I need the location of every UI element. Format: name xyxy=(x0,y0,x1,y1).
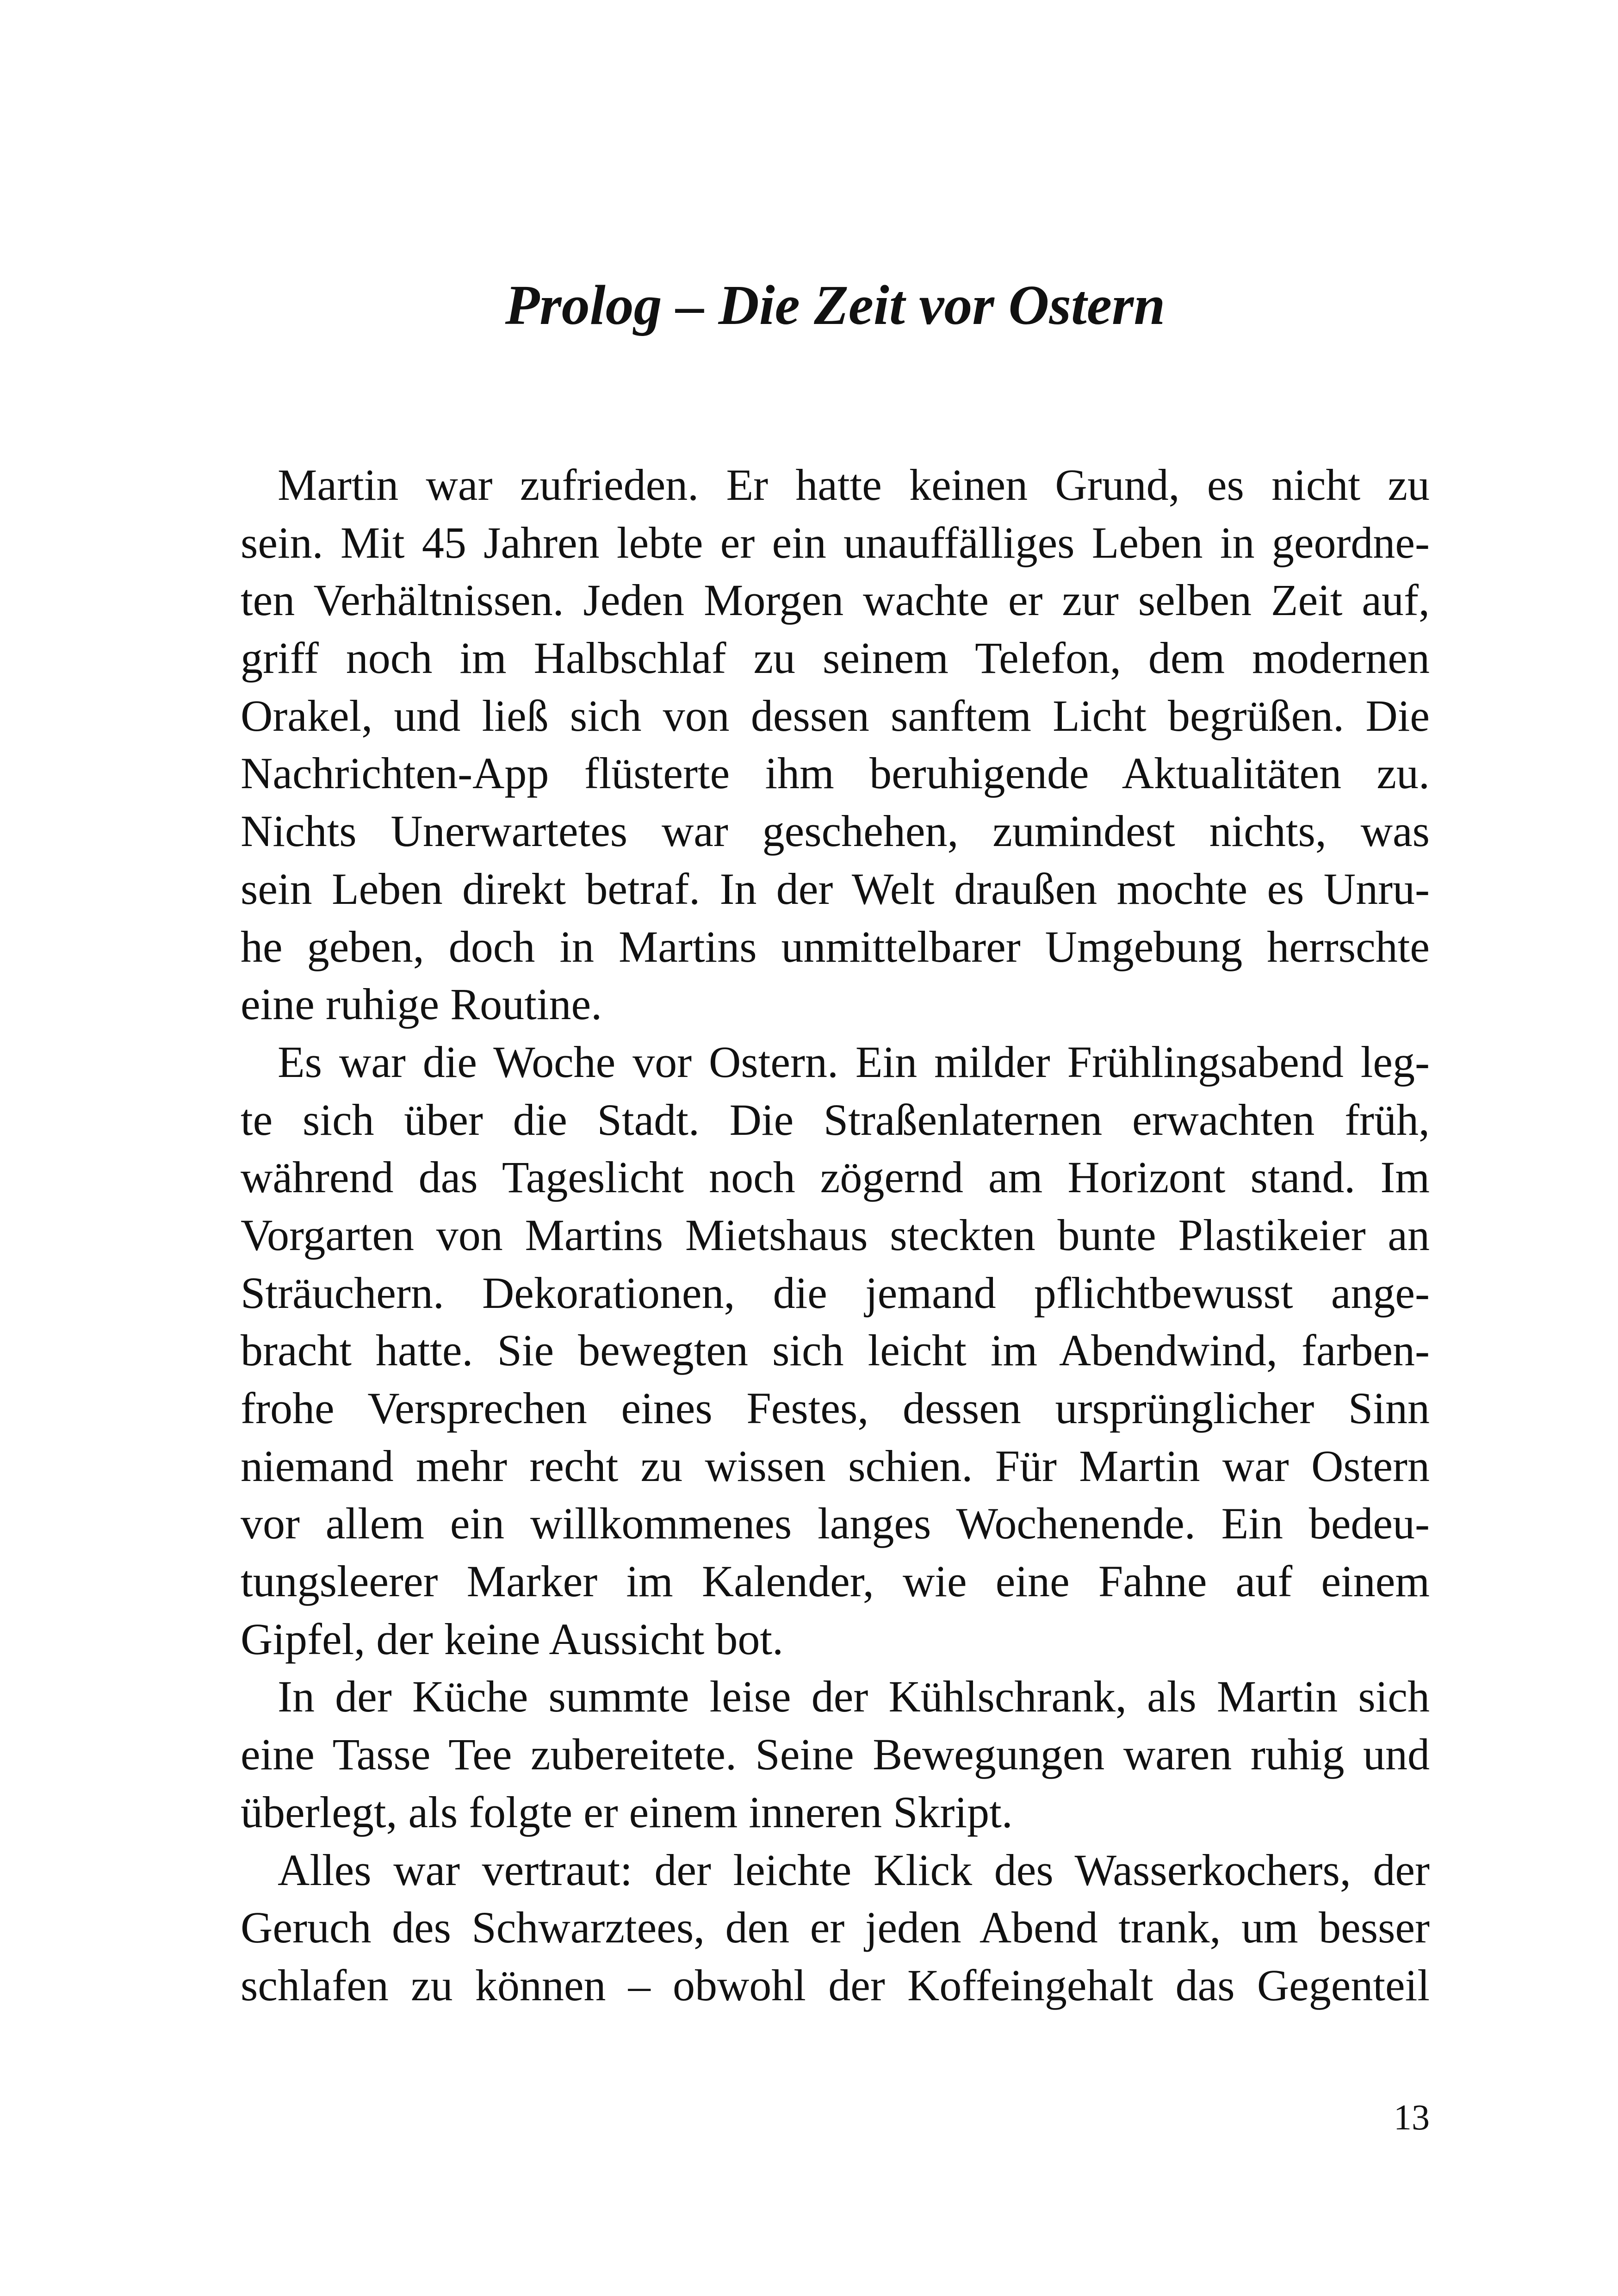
text-line: frohe Versprechen eines Festes, dessen ursprünglicher Sinn xyxy=(241,1383,1430,1433)
text-line: he geben, doch in Martins unmittelbarer Umgebung herrschte xyxy=(241,921,1430,971)
chapter-title: Prolog – Die Zeit vor Ostern xyxy=(505,274,1165,336)
text-line: sein. Mit 45 Jahren lebte er ein unauffälliges Leben in geordne- xyxy=(241,517,1430,567)
text-line: schlafen zu können – obwohl der Koffeingehalt das Gegenteil xyxy=(241,1960,1430,2010)
text-line: te sich über die Stadt. Die Straßenlaternen erwachten früh, xyxy=(241,1095,1430,1145)
text-line: Geruch des Schwarztees, den er jeden Abend trank, um besser xyxy=(241,1903,1430,1953)
text-line: während das Tageslicht noch zögernd am Horizont stand. Im xyxy=(241,1152,1430,1202)
text-line: Gipfel, der keine Aussicht bot. xyxy=(241,1614,784,1664)
body-text xyxy=(241,456,1430,2015)
text-line: Es war die Woche vor Ostern. Ein milder Frühlingsabend leg- xyxy=(278,1037,1430,1087)
text-line: überlegt, als folgte er einem inneren Skript. xyxy=(241,1787,1013,1837)
text-line: Nichts Unerwartetes war geschehen, zumindest nichts, was xyxy=(241,806,1430,856)
text-line: eine Tasse Tee zubereitete. Seine Bewegungen waren ruhig und xyxy=(241,1730,1430,1780)
text-line: Sträuchern. Dekorationen, die jemand pflichtbewusst ange- xyxy=(241,1268,1430,1318)
page-number: 13 xyxy=(1394,2097,1430,2137)
text-line: tungsleerer Marker im Kalender, wie eine Fahne auf einem xyxy=(241,1556,1430,1606)
text-line: ten Verhältnissen. Jeden Morgen wachte er zur selben Zeit auf, xyxy=(241,575,1430,625)
text-line: In der Küche summte leise der Kühlschrank, als Martin sich xyxy=(278,1672,1430,1722)
text-line: griff noch im Halbschlaf zu seinem Telefon, dem modernen xyxy=(241,633,1430,683)
text-line: Alles war vertraut: der leichte Klick des Wasserkochers, der xyxy=(278,1845,1430,1895)
text-line: Nachrichten-App flüsterte ihm beruhigende Aktualitäten zu. xyxy=(241,748,1430,798)
text-line: bracht hatte. Sie bewegten sich leicht im Abendwind, farben- xyxy=(241,1325,1430,1375)
text-line: Orakel, und ließ sich von dessen sanftem Licht begrüßen. Die xyxy=(241,691,1430,740)
text-line: Vorgarten von Martins Mietshaus steckten bunte Plastikeier an xyxy=(241,1210,1430,1260)
text-line: eine ruhige Routine. xyxy=(241,979,602,1029)
text-line: Martin war zufrieden. Er hatte keinen Grund, es nicht zu xyxy=(278,460,1430,510)
text-line: sein Leben direkt betraf. In der Welt draußen mochte es Unru- xyxy=(241,864,1430,914)
text-line: niemand mehr recht zu wissen schien. Für Martin war Ostern xyxy=(241,1441,1430,1491)
text-line: vor allem ein willkommenes langes Wochenende. Ein bedeu- xyxy=(241,1499,1430,1549)
